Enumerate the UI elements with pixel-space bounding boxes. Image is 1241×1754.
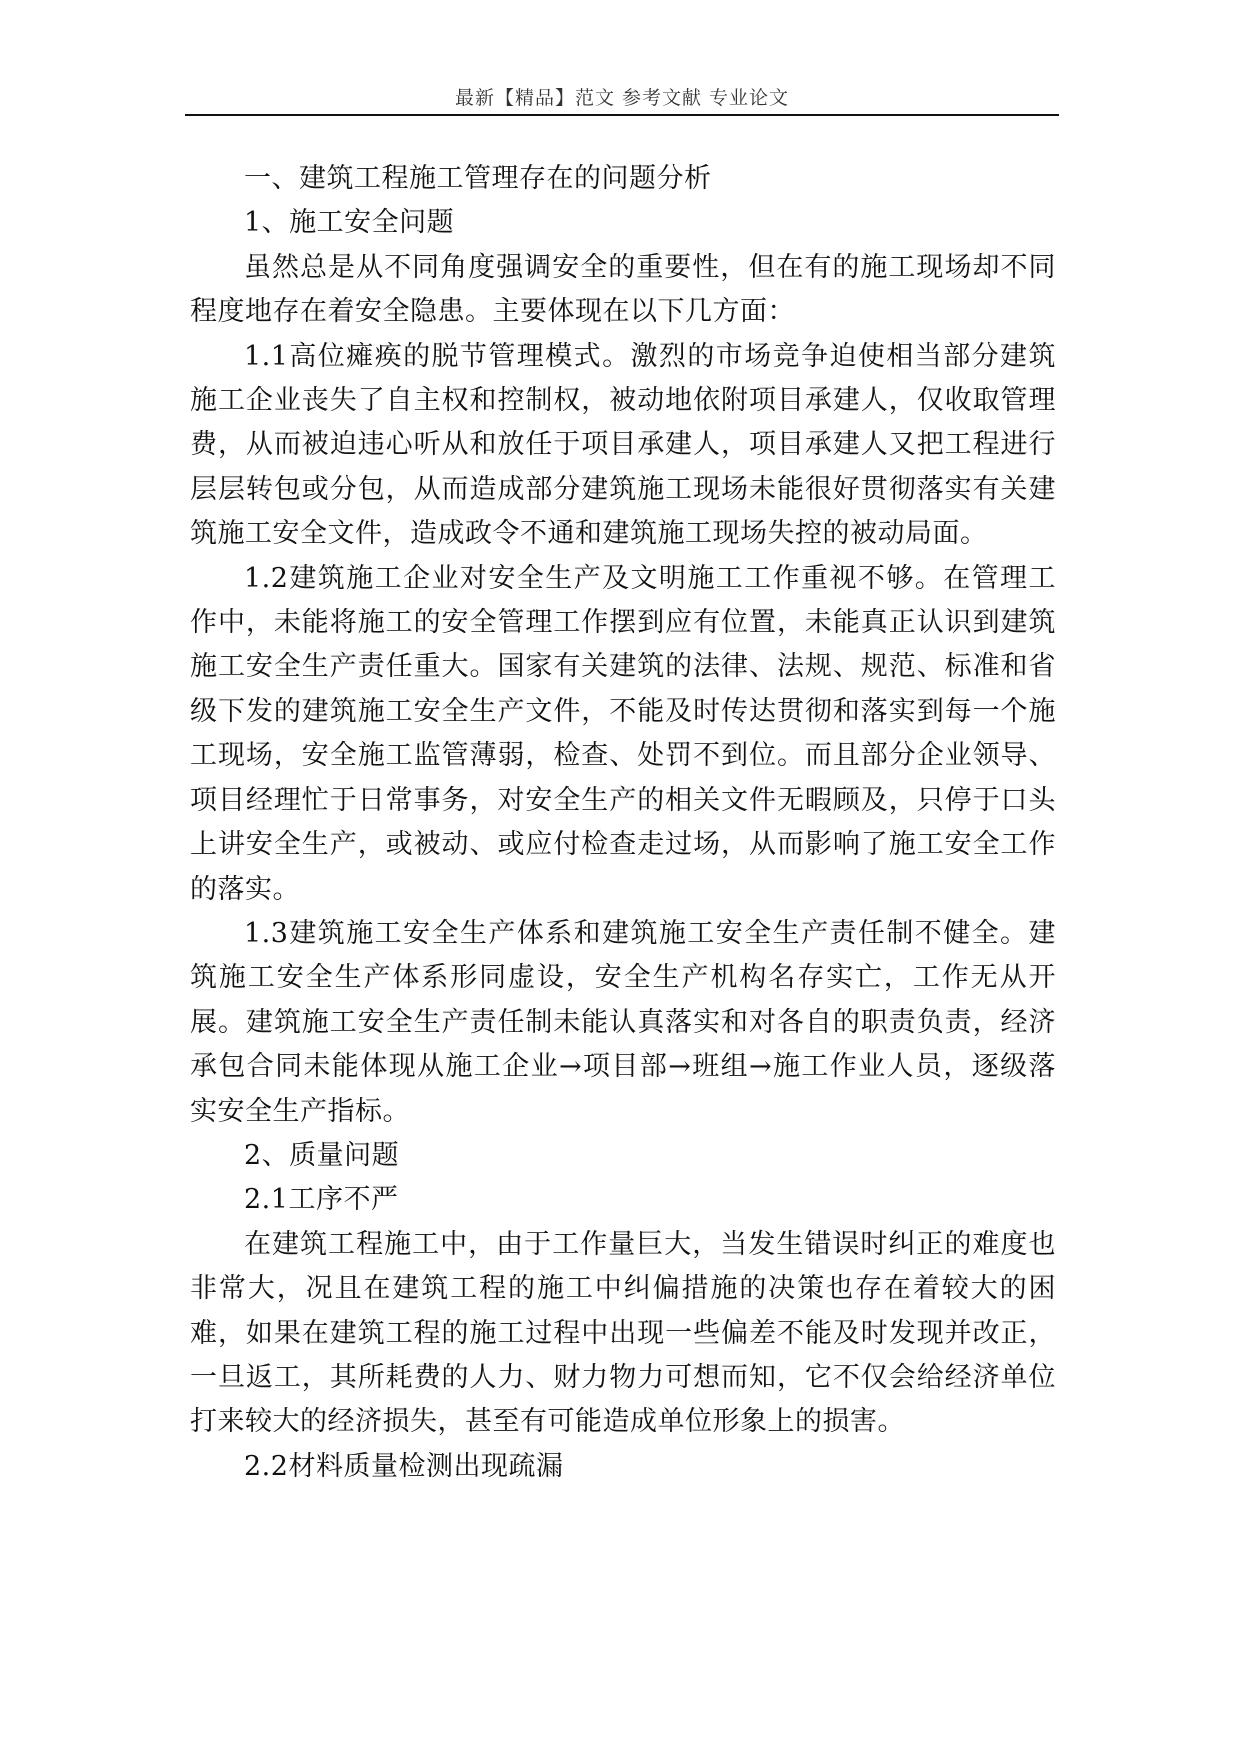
subsection-heading-materials: 2.2材料质量检测出现疏漏 [244, 1450, 564, 1482]
document-body [190, 157, 1056, 1489]
body-paragraph: 1.2建筑施工企业对安全生产及文明施工工作重视不够。在管理工作中，未能将施工的安全管理工作摆到应有位置，未能真正认识到建筑施工安全生产责任重大。国家有关建筑的法律、法规、规范、标准和省级下发的建筑施工安全生产文件，不能及时传达贯彻和落实到每一个施工现场，安全施工监管薄弱，检查、处罚不到位。而且部分企业领导、项目经理忙于日常事务，对安全生产的相关文件无暇顾及，只停于口头上讲安全生产，或被动、或应付检查走过场，从而影响了施工安全工作的落实。 [190, 562, 1056, 905]
header-divider [185, 114, 1059, 116]
body-paragraph: 在建筑工程施工中，由于工作量巨大，当发生错误时纠正的难度也非常大，况且在建筑工程的施工中纠偏措施的决策也存在着较大的困难，如果在建筑工程的施工过程中出现一些偏差不能及时发现并改正，一旦返工，其所耗费的人力、财力物力可想而知，它不仅会给经济单位打来较大的经济损失，甚至有可能造成单位形象上的损害。 [190, 1228, 1056, 1438]
page-header: 最新【精品】范文 参考文献 专业论文 [454, 87, 790, 109]
body-paragraph: 1.3建筑施工安全生产体系和建筑施工安全生产责任制不健全。建筑施工安全生产体系形同虚设，安全生产机构名存实亡，工作无从开展。建筑施工安全生产责任制未能认真落实和对各自的职责负责，经济承包合同未能体现从施工企业→项目部→班组→施工作业人员，逐级落实安全生产指标。 [190, 917, 1056, 1127]
body-paragraph: 1.1高位瘫痪的脱节管理模式。激烈的市场竞争迫使相当部分建筑施工企业丧失了自主权和控制权，被动地依附项目承建人，仅收取管理费，从而被迫违心听从和放任于项目承建人，项目承建人又把工程进行层层转包或分包，从而造成部分建筑施工现场未能很好贯彻落实有关建筑施工安全文件，造成政令不通和建筑施工现场失控的被动局面。 [190, 340, 1056, 550]
section-heading-1: 一、建筑工程施工管理存在的问题分析 [244, 163, 712, 194]
subsection-heading-quality: 2、质量问题 [244, 1139, 400, 1171]
subsection-heading-process: 2.1工序不严 [244, 1184, 399, 1216]
subsection-heading-safety: 1、施工安全问题 [244, 207, 455, 239]
body-paragraph: 虽然总是从不同角度强调安全的重要性，但在有的施工现场却不同程度地存在着安全隐患。主要体现在以下几方面： [190, 251, 1056, 328]
